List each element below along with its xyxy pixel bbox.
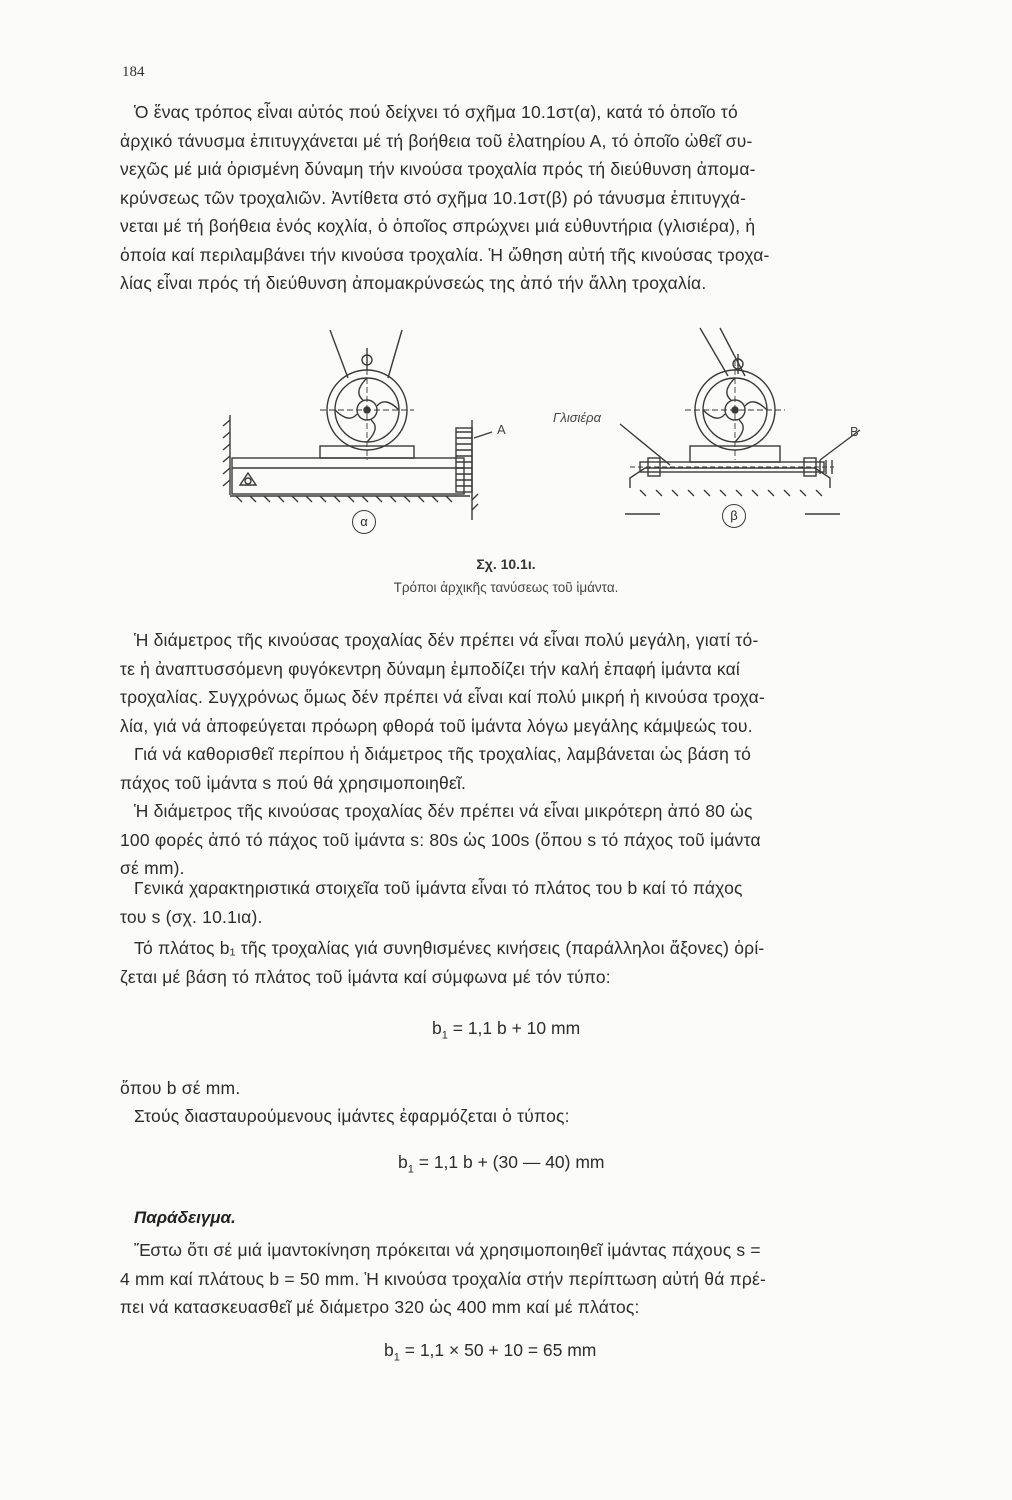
paragraph-diameter — [120, 626, 962, 740]
formula-parallel — [432, 1018, 580, 1042]
formula-lhs: b — [432, 1018, 442, 1038]
example-heading: Παράδειγμα. — [134, 1208, 236, 1227]
formula-lhs: b — [384, 1340, 394, 1360]
figure-belt-tensioning — [220, 320, 880, 550]
page-number: 184 — [122, 64, 145, 80]
text-line: τροχαλίας. Συγχρόνως ὅμως δέν πρέπει νά εἶναι καί πολύ μικρή ἡ κινούσα τροχα- — [120, 687, 765, 707]
paragraph-width-formula — [120, 934, 962, 991]
text-line: 100 φορές ἀπό τό πάχος τοῦ ἱμάντα s: 80s ὡς 100s (ὅπου s τό πάχος τοῦ ἱμάντα — [120, 829, 761, 850]
figure-drawing — [220, 320, 880, 550]
text-line: κρύνσεως τῶν τροχαλιῶν. Ἀντίθετα στό σχῆμα 10.1στ(β) ρό τάνυσμα ἐπιτυγχά- — [120, 187, 747, 208]
text-line: τε ἡ ἀναπτυσσόμενη φυγόκεντρη δύναμη ἐμποδίζει τήν καλή ἐπαφή ἱμάντα καί — [120, 658, 741, 679]
text-line: ζεται μέ βάση τό πλάτος τοῦ ἱμάντα καί σύμφωνα μέ τόν τύπο: — [120, 966, 611, 987]
text-line: Γενικά χαρακτηριστικά στοιχεῖα τοῦ ἱμάντα εἶναι τό πλάτος του b καί τό πάχος — [134, 878, 743, 898]
figure-b-drawing — [620, 328, 860, 514]
paragraph-min-diameter — [120, 797, 962, 883]
text-line: λίας εἶναι πρός τή διεύθυνση ἀπομακρύνσεώς της ἀπό τήν ἄλλη τροχαλία. — [120, 273, 707, 293]
formula-example — [384, 1340, 596, 1364]
text-line: νεται μέ τή βοήθεια ἑνός κοχλία, ὁ ὁποῖος σπρώχνει μιά εὐθυντήρια (γλισιέρα), ἡ — [120, 216, 756, 236]
formula-rhs: = 1,1 b + 10 mm — [452, 1018, 581, 1038]
formula-sub: 1 — [407, 1163, 414, 1176]
formula-rhs: = 1,1 b + (30 — 40) mm — [418, 1152, 605, 1172]
text-line: Τό πλάτος b₁ τῆς τροχαλίας γιά συνηθισμένες κινήσεις (παράλληλοι ἄξονες) ὁρί- — [134, 938, 765, 958]
sublabel-a-circle — [352, 510, 376, 534]
formula-sub: 1 — [441, 1029, 448, 1042]
text-line: Ἔστω ὅτι σέ μιά ἱμαντοκίνηση πρόκειται νά χρησιμοποιηθεῖ ἱμάντας πάχους s = — [134, 1240, 761, 1260]
text-line: πει νά κατασκευασθεῖ μέ διάμετρο 320 ὡς 400 mm καί μέ πλάτος: — [120, 1297, 640, 1317]
text-line: 4 mm καί πλάτους b = 50 mm. Ἡ κινούσα τροχαλία στήν περίπτωση αὐτή θά πρέ- — [120, 1268, 767, 1289]
text-line: Ὁ ἕνας τρόπος εἶναι αὐτός πού δείχνει τό σχῆμα 10.1στ(α), κατά τό ὁποῖο τό — [134, 102, 738, 122]
formula-crossed — [398, 1152, 605, 1176]
text-line: λία, γιά νά ἀποφεύγεται πρόωρη φθορά τοῦ ἱμάντα λόγω μεγάλης κάμψεώς του. — [120, 715, 753, 736]
sublabel-b: β — [730, 508, 738, 523]
sublabel-b-circle — [722, 504, 746, 528]
text-line: Ἡ διάμετρος τῆς κινούσας τροχαλίας δέν πρέπει νά εἶναι πολύ μεγάλη, γιατί τό- — [134, 630, 759, 650]
figure-a-drawing — [223, 330, 492, 520]
text-line: νεχῶς μέ μιά ὁρισμένη δύναμη τήν κινούσα τροχαλία πρός τή διεύθυνση ἀπομα- — [120, 159, 756, 179]
text-line: ὁποία καί περιλαμβάνει τήν κινούσα τροχαλία. Ἡ ὤθηση αὐτή τῆς κινούσας τροχα- — [120, 244, 770, 265]
sublabel-a: α — [360, 514, 368, 529]
figure-caption-text: Τρόποι ἀρχικῆς τανύσεως τοῦ ἱμάντα. — [393, 580, 619, 595]
figure-caption-number: Σχ. 10.1ι. — [476, 556, 536, 572]
label-screw-b: Β — [850, 424, 859, 439]
formula-sub: 1 — [393, 1351, 400, 1364]
text-line: ὅπου b σέ mm. — [120, 1078, 241, 1098]
text-line: ἀρχικό τάνυσμα ἐπιτυγχάνεται μέ τή βοήθεια τοῦ ἐλατηρίου Α, τό ὁποῖο ὠθεῖ συ- — [120, 130, 753, 151]
text-line: του s (σχ. 10.1ια). — [120, 906, 263, 927]
formula-lhs: b — [398, 1152, 408, 1172]
paragraph-crossed — [120, 1102, 962, 1131]
paragraph-example — [120, 1236, 962, 1322]
text-line: Ἡ διάμετρος τῆς κινούσας τροχαλίας δέν πρέπει νά εἶναι μικρότερη ἀπό 80 ὡς — [134, 801, 753, 821]
paragraph-thickness — [120, 740, 962, 797]
text-line: Στούς διασταυρούμενους ἱμάντες ἐφαρμόζεται ὁ τύπος: — [134, 1106, 570, 1126]
paragraph-characteristics — [120, 874, 962, 931]
label-spring-a: Α — [497, 422, 506, 437]
text-line: σέ mm). — [120, 858, 185, 878]
formula-rhs: = 1,1 × 50 + 10 = 65 mm — [404, 1340, 597, 1360]
paragraph-where — [120, 1074, 962, 1103]
text-line: πάχος τοῦ ἱμάντα s πού θά χρησιμοποιηθεῖ. — [120, 772, 467, 793]
paragraph-intro — [120, 98, 962, 298]
text-line: Γιά νά καθορισθεῖ περίπου ἡ διάμετρος τῆς τροχαλίας, λαμβάνεται ὡς βάση τό — [134, 744, 752, 764]
label-guide-rail: Γλισιέρα — [553, 410, 602, 425]
